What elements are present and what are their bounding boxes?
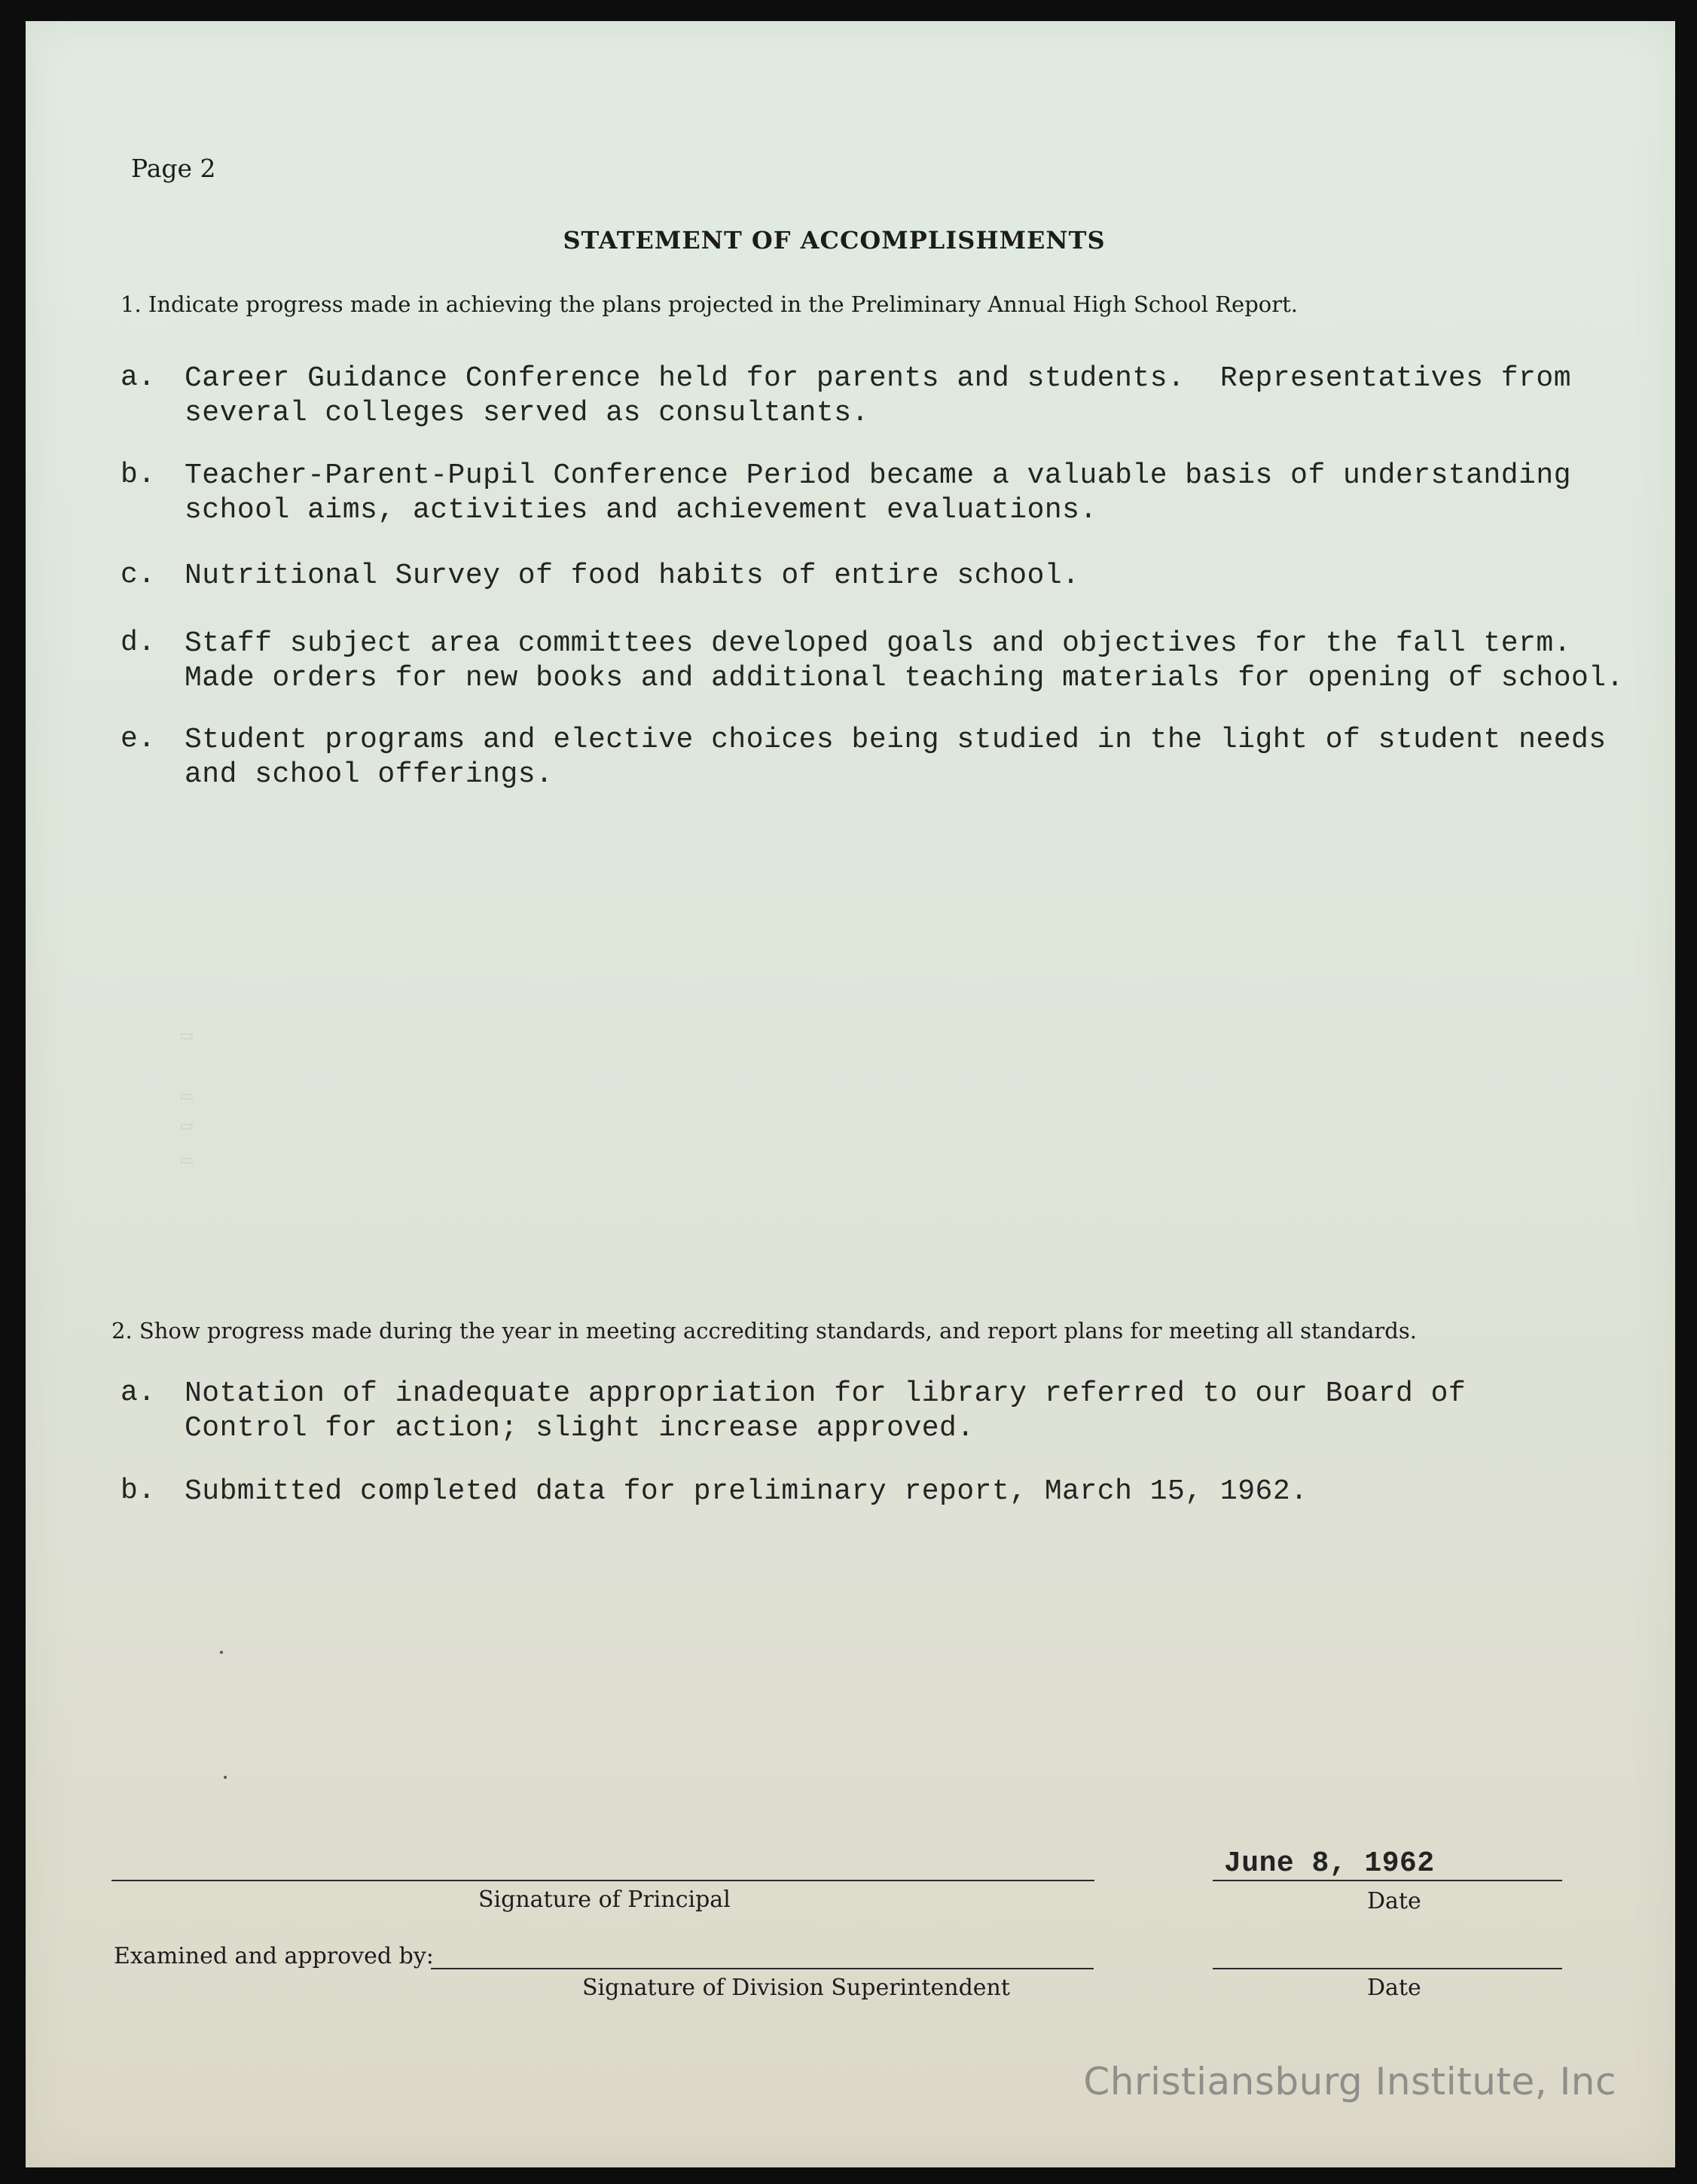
watermark: Christiansburg Institute, Inc — [1083, 2060, 1616, 2103]
date-line-1 — [1213, 1880, 1562, 1881]
item-letter: b. — [121, 1475, 156, 1507]
show-through-mark: ▭ — [181, 1149, 193, 1172]
item-letter: a. — [121, 1377, 156, 1409]
section1-item-c — [0, 559, 1697, 634]
item-text: Submitted completed data for preliminary report, March 15, 1962. — [185, 1475, 1308, 1508]
date-label-1: Date — [1367, 1888, 1421, 1914]
paper-sheet — [26, 21, 1675, 2167]
speck — [224, 1776, 227, 1779]
section1-item-e — [0, 723, 1697, 798]
question-1: 1. Indicate progress made in achieving the plans projected in the Preliminary Annual High School Report. — [121, 291, 1298, 317]
item-letter: d. — [121, 627, 156, 659]
show-through-mark: ▭ — [181, 1115, 193, 1138]
item-text: Notation of inadequate appropriation for library referred to our Board of Control for action; slight increase approved. — [185, 1377, 1467, 1444]
section1-item-d — [0, 627, 1697, 702]
show-through-mark: ▭ — [181, 1085, 193, 1108]
item-letter: c. — [121, 559, 156, 591]
page-number: Page 2 — [131, 154, 216, 183]
section2-item-b — [0, 1475, 1697, 1550]
page-title: STATEMENT OF ACCOMPLISHMENTS — [563, 226, 1106, 255]
item-text: Staff subject area committees developed goals and objectives for the fall term. Made orders for new books and additional teaching materials for opening of school. — [185, 627, 1624, 694]
question-2: 2. Show progress made during the year in meeting accrediting standards, and report plans for meeting all standards. — [111, 1318, 1417, 1344]
date-value: June 8, 1962 — [1224, 1847, 1435, 1880]
item-text: Teacher-Parent-Pupil Conference Period became a valuable basis of understanding school aims, activities and achievement evaluations. — [185, 459, 1571, 526]
item-letter: e. — [121, 723, 156, 755]
speck — [220, 1651, 223, 1654]
principal-signature-line — [111, 1880, 1094, 1881]
date-label-2: Date — [1367, 1975, 1421, 2001]
item-text: Nutritional Survey of food habits of entire school. — [185, 560, 1080, 592]
principal-signature-label: Signature of Principal — [478, 1887, 731, 1913]
date-line-2 — [1213, 1968, 1562, 1969]
superintendent-signature-line — [431, 1968, 1094, 1969]
show-through-mark: ▭ — [181, 1025, 193, 1048]
item-letter: b. — [121, 459, 156, 491]
superintendent-signature-label: Signature of Division Superintendent — [582, 1975, 1010, 2001]
section2-item-a — [0, 1377, 1697, 1452]
examined-label: Examined and approved by: — [114, 1943, 434, 1969]
item-letter: a. — [121, 361, 156, 394]
section1-item-b — [0, 459, 1697, 534]
item-text: Career Guidance Conference held for parents and students. Representatives from several colleges served as consultants. — [185, 362, 1571, 429]
item-text: Student programs and elective choices being studied in the light of student needs and school offerings. — [185, 724, 1607, 791]
section1-item-a — [0, 361, 1697, 437]
